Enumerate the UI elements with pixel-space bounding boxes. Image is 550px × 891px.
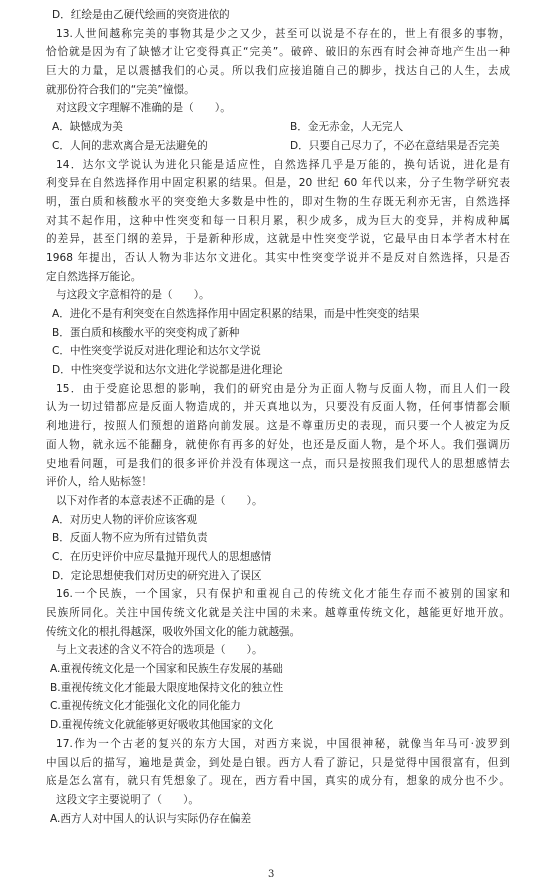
q16-passage-line: 传统文化的根扎得越深，吸收外国文化的能力就越强。: [46, 625, 301, 638]
q14-option-a: A．进化不是有利突变在自然选择作用中固定积累的结果，而是中性突变的结果: [52, 308, 420, 320]
q16-option-c: C.重视传统文化才能强化文化的同化能力: [50, 700, 241, 713]
q13-passage-line: 就那份符合我们的“完美”憧憬。: [46, 83, 195, 96]
q16-passage-line: 16.一个民族，一个国家，只有保护和重视自己的传统文化才能生存而不被别的国家和: [56, 588, 510, 601]
q15-passage-line: 利地进行，按照人们预想的道路向前发展。这是不尊重历史的表现，而只要一个人被定为反: [46, 420, 510, 433]
q17-passage-line: 中国以后的描写，遍地是黄金，到处是白银。西方人看了游记，只是觉得中国很富有，但到: [46, 756, 510, 769]
q14-passage-line: 定自然选择万能论。: [46, 270, 142, 283]
q14-passage-line: 14．达尔文学说认为进化只能是适应性，自然选择几乎是万能的，换句话说，进化是有: [56, 158, 510, 171]
q13-question: 对这段文字理解不准确的是（ ）。: [56, 102, 231, 115]
q13-options-row: [46, 137, 510, 156]
q13-passage-line: 巨大的力量，足以震撼我们的心灵。所以我们应接追随自己的脚步，找达自己的人生，去成: [46, 65, 510, 78]
q15-passage-line: 评价人，给人贴标签！: [46, 476, 152, 489]
q15-option-b: B．反面人物不应为所有过错负责: [52, 532, 208, 545]
q17-passage-line: 底是怎么富有，就只有凭想象了。现在，西方看中国，真实的成分有，想象的成分也不少。: [46, 775, 510, 788]
q13-passage-line: 恰恰就是因为有了缺憾才让它变得真正“完美”。破碎、破旧的东西有时会神奇地产生出一种: [46, 46, 510, 59]
q16-option-a: A.重视传统文化是一个国家和民族生存发展的基础: [50, 663, 283, 676]
q12-option-d: D．红绘是由乙硬代绘画的突资进依的: [52, 9, 230, 21]
q13-option-b: B．金无赤金，人无完人: [290, 121, 404, 134]
q16-option-b: B.重视传统文化才能最大限度地保持文化的独立性: [50, 681, 284, 694]
q14-option-d: D．中性突变学说和达尔文进化学说都是进化理论: [52, 364, 283, 377]
q16-passage-line: 民族所同化。关注中国传统文化就是关注中国的未来。越尊重传统文化，越能更好地开放。: [46, 607, 510, 619]
q13-passage-line: 13.人世间越称完美的事物其是少之又少，甚至可以说是不存在的，世上有很多的事物，: [56, 27, 510, 40]
q13-options-row: [46, 118, 510, 137]
q14-question: 与这段文字意相符的是（ ）。: [56, 289, 210, 302]
q15-passage-line: 史地看问题，可是我们的很多评价并没有体现这一点，而只是按照我们现代人的思想感情去: [46, 457, 510, 470]
q14-passage-line: 1968 年提出，否认人物为非达尔文进化。其实中性突变学说并不是反对自然选择，只是否: [46, 251, 510, 264]
q14-passage-line: 利变异在自然选择作用中固定积累的结果。但是，20 世纪 60 年代以来，分子生物学研究表: [46, 177, 510, 190]
q14-option-b: B．蛋白质和核酸水平的突变构成了新种: [52, 326, 240, 339]
q14-option-c: C．中性突变学说反对进化理论和达尔文学说: [52, 345, 261, 358]
q13-option-a: A．缺憾成为美: [52, 121, 123, 134]
q15-option-a: A．对历史人物的评价应该客观: [52, 513, 197, 526]
q15-passage-line: 认为一切过错都应是反面人物造成的，并天真地以为，只要没有反面人物，任何事情都会顺: [46, 401, 510, 414]
q16-option-d: D.重视传统文化就能够更好吸收其他国家的文化: [50, 719, 274, 732]
q14-passage-line: 对其不起作用，这种中性突变和每一日积月累，积少成多，成为巨大的变异，并构成种属: [46, 214, 510, 227]
q14-passage-line: 的差异，甚至门纲的差异，于是新种形成，这就是中性突变学说，它最早由日本学者木村在: [46, 233, 510, 246]
q17-option-a: A.西方人对中国人的认识与实际仍存在偏差: [50, 812, 252, 825]
q13-option-d: D．只要自己尽力了，不必在意结果是否完美: [290, 139, 500, 152]
q14-passage-line: 明，蛋白质和核酸水平的突变绝大多数是中性的，即对生物的生存既无利亦无害，自然选择: [46, 195, 510, 208]
q17-question: 这段文字主要说明了（ ）。: [56, 793, 200, 806]
q13-option-c: C．人间的悲欢离合是无法避免的: [52, 139, 208, 152]
q16-question: 与上文表述的含义不符合的选项是（ ）。: [56, 644, 263, 657]
q15-passage-line: 面人物，就永远不能翻身，就使你有再多的好处，也还是反面人物，是个坏人。我们强调历: [46, 438, 510, 451]
q17-passage-line: 17.作为一个古老的复兴的东方大国，对西方来说，中国很神秘，就像当年马可·波罗到: [56, 737, 510, 750]
q15-option-c: C．在历史评价中应尽量抛开现代人的思想感情: [52, 550, 272, 563]
page-content: [46, 6, 510, 828]
q15-option-d: D．定论思想使我们对历史的研究进入了误区: [52, 569, 262, 582]
page-number: 3: [268, 869, 275, 880]
q15-passage-line: 15．由于受庭论思想的影响，我们的研究由是分为正面人物与反面人物，而且人们一段: [56, 382, 510, 395]
q15-question: 以下对作者的本意表述不正确的是（ ）。: [56, 494, 263, 507]
